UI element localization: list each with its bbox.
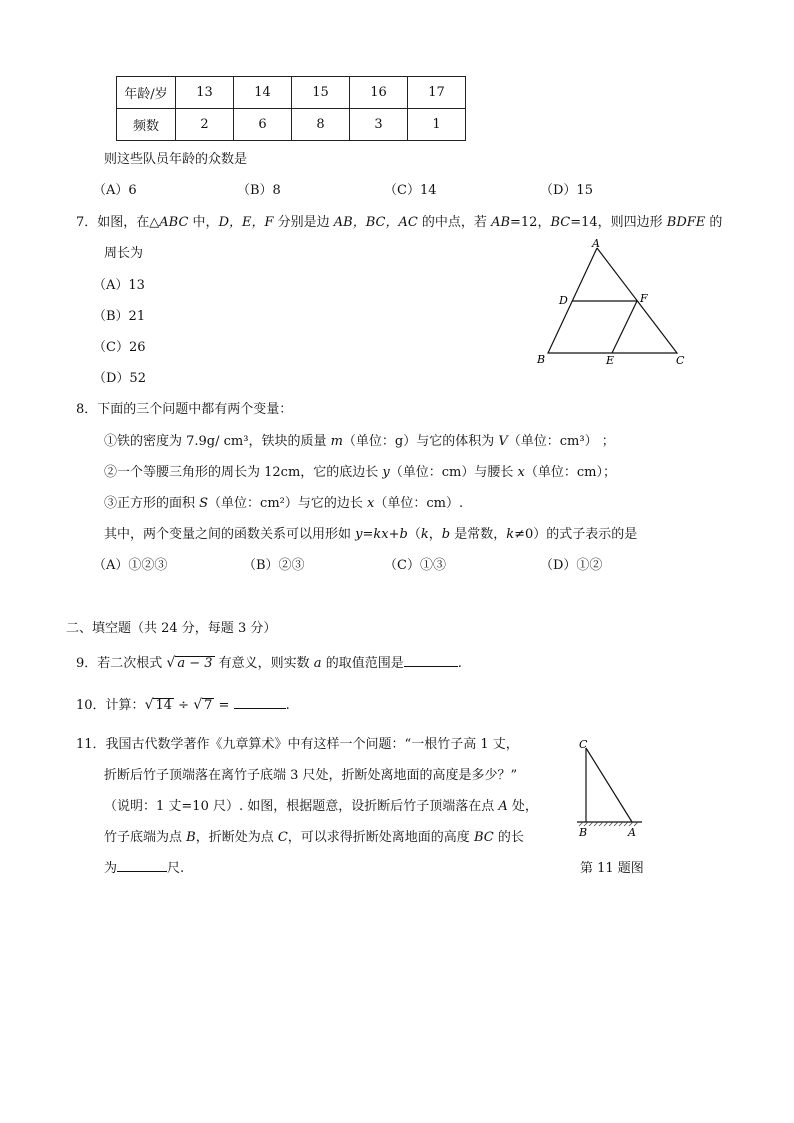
math-var: AB，BC，AC [333,215,418,230]
table-row [117,77,466,109]
table-row [117,109,466,141]
text: 竹子底端为点 [104,830,187,845]
table-cell: 年龄/岁 [117,77,176,109]
q8-item3 [104,492,463,511]
q6-option-c[interactable]: （C）14 [384,183,437,198]
text: 处， [507,799,538,814]
frequency-table [116,76,466,141]
table-cell: 6 [234,109,292,141]
text: 分别是边 [273,215,334,230]
math-var: A [498,799,508,814]
q7-stem-line2: 周长为 [104,246,144,261]
math-var: BDFE [666,215,706,230]
q11-line1 [76,733,519,752]
label-f: F [640,292,648,305]
label-a: A [628,826,636,839]
text: ，折断处为点 [195,830,278,845]
math-var: k [420,527,429,542]
math-var: B [186,830,196,845]
math-var: y [382,465,390,480]
radical-sign: √ [193,697,203,713]
label-c: C [579,738,588,751]
question-number: 11． [76,737,106,752]
table-cell: 15 [292,77,350,109]
table-cell: 16 [350,77,408,109]
radical-sign: √ [166,655,176,671]
q8-item1 [104,430,615,449]
q6-stem: 则这些队员年龄的众数是 [104,152,248,167]
q7-option-c[interactable]: （C）26 [93,340,146,355]
text: =12， [510,215,551,230]
q11-line2: 折断后竹子顶端落在离竹子底端 3 尺处，折断处离地面的高度是多少？” [104,768,518,783]
q11-line4 [104,826,524,845]
text: 计算： [105,698,145,713]
segment-ca [586,748,632,822]
text: . [457,656,462,671]
q8-option-d[interactable]: （D）①② [540,558,603,573]
label-d: D [559,294,568,307]
text: ÷ [174,698,194,713]
math-var: AB [491,215,511,230]
math-var: x [517,465,525,480]
q7-option-a[interactable]: （A）13 [93,278,145,293]
radicand: 14 [155,698,173,713]
text: 为 [104,861,118,876]
text: 如图，在△ [97,215,160,230]
label-a: A [592,237,600,250]
table-cell: 8 [292,109,350,141]
text: 是常数， [450,527,507,542]
text: （单位：cm³） ； [507,434,615,449]
math-var: BC [473,830,494,845]
q7-stem [76,211,722,230]
math-var: C [277,830,288,845]
text: （单位：cm）. [374,496,464,511]
triangle-figure [530,236,690,368]
q8-item2 [104,461,616,480]
q11-line5 [104,857,184,876]
text: 的取值范围是 [321,656,404,671]
text: 下面的三个问题中都有两个变量： [97,402,293,417]
q10-stem [76,694,290,713]
q9-stem [76,652,462,671]
table-cell: 频数 [117,109,176,141]
math-var: a [313,656,322,671]
table-cell: 1 [408,109,466,141]
text: （单位：cm）； [524,465,616,480]
q6-option-a[interactable]: （A）6 [93,183,137,198]
label-c: C [676,354,685,367]
text: 的中点，若 [417,215,492,230]
text: . [285,698,290,713]
table-cell: 13 [176,77,234,109]
q7-option-b[interactable]: （B）21 [93,309,146,324]
text: 其中，两个变量之间的函数关系可以用形如 [104,527,356,542]
math-var: BC [550,215,571,230]
label-b: B [537,353,546,366]
question-number: 7． [76,215,98,230]
text: ，可以求得折断处离地面的高度 [287,830,474,845]
answer-blank[interactable] [117,859,167,872]
text: 的长 [493,830,524,845]
text: （ [407,527,421,542]
radical-sign: √ [144,697,154,713]
q6-option-b[interactable]: （B）8 [237,183,281,198]
radicand: a − 3 [177,656,213,671]
text: （单位：cm）与腰长 [389,465,518,480]
text: = [214,698,234,713]
table-cell: 3 [350,109,408,141]
question-number: 8． [76,402,98,417]
text: （说明：1 丈=10 尺）. 如图，根据题意，设折断后竹子顶端落在点 [104,799,499,814]
text: 若二次根式 [97,656,167,671]
table-cell: 2 [176,109,234,141]
text: 中， [188,215,219,230]
answer-blank[interactable] [234,696,286,709]
question-number: 10． [76,698,106,713]
q7-option-d[interactable]: （D）52 [93,371,146,386]
label-e: E [606,354,615,367]
q8-option-a[interactable]: （A）①②③ [93,558,168,573]
section-title: 二、填空题（共 24 分，每题 3 分） [66,621,277,636]
label-b: B [579,826,588,839]
text: ≠0）的式子表示的是 [514,527,638,542]
q6-option-d[interactable]: （D）15 [540,183,593,198]
text: ， [428,527,442,542]
table-cell: 17 [408,77,466,109]
q8-conclusion [104,523,637,542]
text: （单位：cm²）与它的边长 [208,496,367,511]
q8-option-c[interactable]: （C）①③ [384,558,446,573]
text: ③正方形的面积 [104,496,200,511]
radicand: 7 [204,698,213,713]
question-number: 9． [76,656,98,671]
math-var: D，E，F [218,215,274,230]
math-var: x [367,496,375,511]
math-var: S [199,496,209,511]
q11-line3 [104,795,538,814]
bamboo-figure [572,736,648,840]
segment-fe [612,301,637,353]
text: 尺. [167,861,185,876]
q8-option-b[interactable]: （B）②③ [243,558,305,573]
text: （单位：g）与它的体积为 [342,434,499,449]
text: 有意义，则实数 [214,656,314,671]
math-var: b [441,527,451,542]
math-var: ABC [159,215,189,230]
math-var: V [498,434,508,449]
figure-caption: 第 11 题图 [580,861,644,876]
text: 我国古代数学著作《九章算术》中有这样一个问题：“一根竹子高 1 丈， [105,737,519,752]
text: ①铁的密度为 7.9g/ cm³，铁块的质量 [104,434,331,449]
text: 的 [705,215,723,230]
answer-blank[interactable] [404,654,458,667]
q8-stem [76,398,292,417]
text: =14，则四边形 [570,215,667,230]
table-cell: 14 [234,77,292,109]
math-formula: y=kx+b [355,527,408,542]
text: ②一个等腰三角形的周长为 12cm，它的底边长 [104,465,383,480]
math-var: m [330,434,343,449]
math-var: k [506,527,515,542]
